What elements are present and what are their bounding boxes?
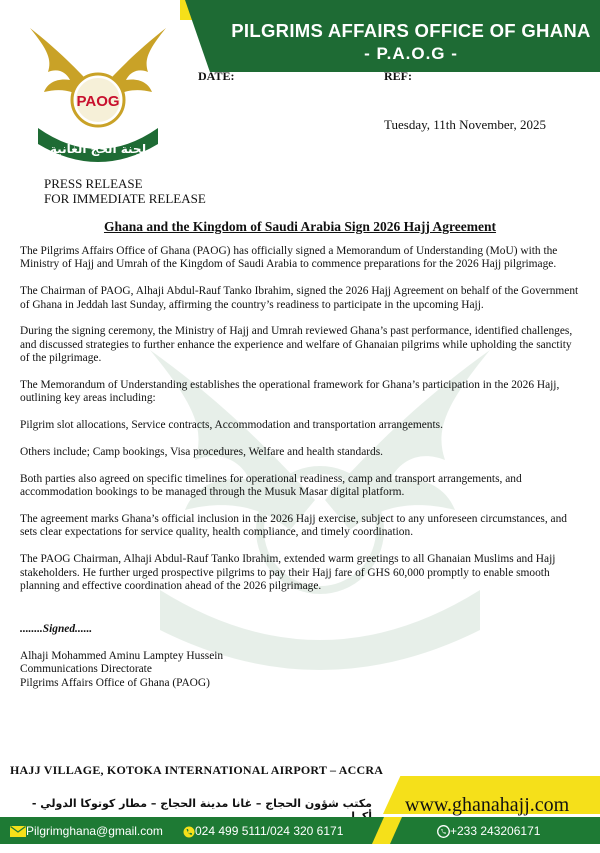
phone-icon: [183, 826, 195, 838]
email-text: Pilgrimghana@gmail.com: [26, 824, 163, 838]
signatory-org: Pilgrims Affairs Office of Ghana (PAOG): [20, 676, 210, 689]
headline: Ghana and the Kingdom of Saudi Arabia Sign 2026 Hajj Agreement: [103, 219, 497, 234]
press-release-line: PRESS RELEASE: [44, 176, 143, 191]
whatsapp-text: +233 243206171: [450, 824, 541, 838]
logo-text: PAOG: [76, 93, 120, 110]
paog-logo: [18, 20, 178, 176]
whatsapp-icon: [437, 825, 450, 838]
email-contact[interactable]: [10, 824, 163, 838]
whatsapp-contact[interactable]: [437, 824, 540, 838]
website-link[interactable]: www.ghanahajj.com: [405, 794, 570, 816]
paragraph: The Pilgrims Affairs Office of Ghana (PAOG) has officially signed a Memorandum of Understanding (MoU) with the Ministry of Hajj and Umrah of the Kingdom of Saudi Arabia to commence preparations for the 2026 Hajj pilgrimage.: [20, 245, 558, 271]
signature-block: [20, 650, 223, 690]
paragraph: During the signing ceremony, the Ministry of Hajj and Umrah reviewed Ghana’s past performance, identified challenges, and discussed strategies to further enhance the experience and welfare of Ghanaian pilgrims while upholding the sanctity of the pilgrimage.: [20, 325, 573, 365]
signatory-title: Communications Directorate: [20, 663, 152, 676]
ref-label: REF:: [384, 69, 412, 83]
envelope-icon: [10, 826, 26, 837]
org-abbreviation: - P.A.O.G -: [364, 44, 458, 63]
footer-address: HAJJ VILLAGE, KOTOKA INTERNATIONAL AIRPORT – ACCRA: [10, 763, 384, 777]
paragraph: The Memorandum of Understanding establishes the operational framework for Ghana’s participation in the 2026 Hajj, outlining key areas including:: [20, 379, 560, 405]
footer-arabic-address: مكتب شؤون الحجاج – غانا مدينة الحجاج – مطار كوتوكا الدولي -: [31, 797, 372, 810]
paragraph: The agreement marks Ghana’s official inclusion in the 2026 Hajj exercise, subject to any unforeseen circumstances, and sets clear expectations for service quality, health compliance, and timely coordination.: [20, 513, 567, 539]
signed-line: ........Signed......: [20, 623, 93, 635]
paragraph: The PAOG Chairman, Alhaji Abdul-Rauf Tanko Ibrahim, extended warm greetings to all Ghanaian Muslims and Hajj stakeholders. He further urged prospective pilgrims to pay their Hajj fare of GHS 60,000 promptly to enable smooth planning and effective coordination ahead of the 2026 pilgrimage.: [20, 553, 556, 593]
signatory-name: Alhaji Mohammed Aminu Lamptey Hussein: [20, 650, 224, 662]
body-text: [20, 245, 582, 607]
paragraph: Both parties also agreed on specific timelines for operational readiness, camp and transport arrangements, and accommodation bookings to be managed through the Musuk Masar digital platform.: [20, 472, 522, 499]
paragraph: Others include; Camp bookings, Visa procedures, Welfare and health standards.: [20, 446, 384, 459]
logo-arabic-text: لجنة الحج الغانية: [49, 142, 147, 156]
issue-date: Tuesday, 11th November, 2025: [384, 117, 546, 132]
date-label: DATE:: [198, 69, 235, 83]
press-release-label: [44, 176, 206, 206]
org-name: PILGRIMS AFFAIRS OFFICE OF GHANA: [231, 20, 591, 41]
phone-text: 024 499 5111/024 320 6171: [195, 824, 344, 838]
phone-contact[interactable]: [183, 824, 343, 838]
paragraph: Pilgrim slot allocations, Service contracts, Accommodation and transportation arrangements.: [20, 419, 443, 432]
paragraph: The Chairman of PAOG, Alhaji Abdul-Rauf Tanko Ibrahim, signed the 2026 Hajj Agreement on behalf of the Government of Ghana in Jeddah last Sunday, affirming the country’s readiness to participate in the upcoming Hajj.: [20, 285, 579, 311]
immediate-release-line: FOR IMMEDIATE RELEASE: [44, 191, 206, 206]
